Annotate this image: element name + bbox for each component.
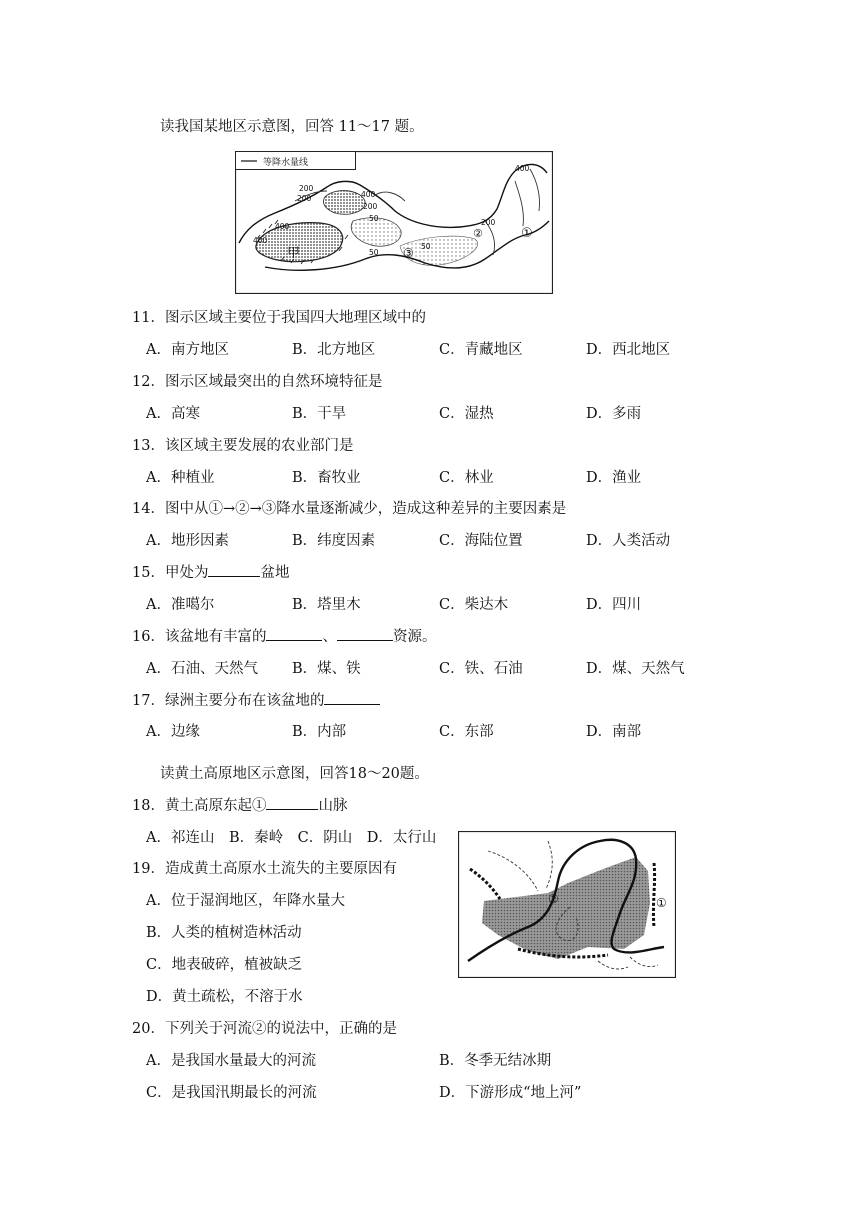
isohyet-label: 200 [297,194,312,203]
intro-text-1: 读我国某地区示意图，回答 11～17 题。 [160,119,424,135]
q16-stem-sep: 、 [322,629,337,645]
q12-option-c[interactable]: C．湿热 [439,406,494,422]
q13-option-b[interactable]: B．畜牧业 [292,470,361,486]
q18-blank[interactable] [266,795,318,810]
q20-option-c[interactable]: C．是我国汛期最长的河流 [146,1085,317,1101]
isohyet-label: 50 [421,242,431,251]
q19-option-b[interactable]: B．人类的植树造林活动 [146,925,302,941]
q16-stem-text: 16．该盆地有丰富的 [132,629,267,645]
q11-option-c[interactable]: C．青藏地区 [439,342,523,358]
q11-option-b[interactable]: B．北方地区 [292,342,376,358]
question-15-stem [132,561,289,582]
marker-1: ① [656,896,667,910]
q15-blank[interactable] [208,562,260,577]
marker-1: ① [521,226,533,241]
q17-option-b[interactable]: B．内部 [292,724,347,740]
question-12-stem: 12．图示区域最突出的自然环境特征是 [132,374,383,390]
q14-option-b[interactable]: B．纬度因素 [292,533,376,549]
q16-stem-tail: 资源。 [392,629,437,645]
question-14-stem: 14．图中从①→②→③降水量逐渐减少，造成这种差异的主要因素是 [132,501,567,517]
q16-blank-1[interactable] [266,626,322,641]
q18-stem-tail: 山脉 [318,798,348,814]
q13-option-d[interactable]: D．渔业 [586,470,642,486]
q14-option-d[interactable]: D．人类活动 [586,533,671,549]
q20-option-b[interactable]: B．冬季无结冰期 [439,1053,552,1069]
isohyet-label: 400 [253,236,268,245]
q18-stem-text: 18．黄土高原东起① [132,798,267,814]
isohyet-label: 200 [299,184,314,193]
question-13-stem: 13．该区域主要发展的农业部门是 [132,438,354,454]
q12-option-a[interactable]: A．高寒 [146,406,200,422]
marker-2: ② [473,227,483,240]
isohyet-label: 400 [515,164,530,173]
q17-option-a[interactable]: A．边缘 [146,724,200,740]
q13-option-c[interactable]: C．林业 [439,470,494,486]
isohyet-label: 50 [369,248,379,257]
q16-option-d[interactable]: D．煤、天然气 [586,661,685,677]
question-18-stem [132,794,347,815]
q16-option-c[interactable]: C．铁、石油 [439,661,523,677]
q20-option-d[interactable]: D．下游形成“地上河” [439,1085,582,1101]
q12-option-b[interactable]: B．干旱 [292,406,347,422]
question-19-stem: 19．造成黄土高原水土流失的主要原因有 [132,861,397,877]
q15-option-c[interactable]: C．柴达木 [439,597,509,613]
q15-option-a[interactable]: A．准噶尔 [146,597,215,613]
map-loess-plateau [458,831,676,978]
q17-option-c[interactable]: C．东部 [439,724,494,740]
q15-stem-tail: 盆地 [260,565,290,581]
isohyet-label: 400 [275,222,290,231]
question-16-stem [132,625,436,646]
place-label-jia: 甲 [287,246,301,261]
isohyet-label: 400 [361,190,376,199]
isohyet-label: 200 [481,218,496,227]
q12-option-d[interactable]: D．多雨 [586,406,642,422]
q19-option-d[interactable]: D．黄土疏松，不溶于水 [146,989,303,1005]
intro-text-2: 读黄土高原地区示意图，回答18～20题。 [160,766,429,782]
q15-option-d[interactable]: D．四川 [586,597,642,613]
q16-blank-2[interactable] [337,626,393,641]
q11-option-a[interactable]: A．南方地区 [146,342,229,358]
q19-option-c[interactable]: C．地表破碎，植被缺乏 [146,957,303,973]
q16-option-b[interactable]: B．煤、铁 [292,661,361,677]
q18-options[interactable]: A．祁连山 B．秦岭 C．阴山 D．太行山 [146,830,437,846]
q11-option-d[interactable]: D．西北地区 [586,342,671,358]
q17-blank[interactable] [324,690,380,705]
question-20-stem: 20．下列关于河流②的说法中，正确的是 [132,1021,397,1037]
q13-option-a[interactable]: A．种植业 [146,470,215,486]
q20-option-a[interactable]: A．是我国水量最大的河流 [146,1053,316,1069]
q15-stem-text: 15．甲处为 [132,565,209,581]
question-17-stem [132,689,380,710]
isohyet-label: 50 [369,214,379,223]
legend-isohyet-label: 等降水量线 [263,158,309,168]
q19-option-a[interactable]: A．位于湿润地区，年降水量大 [146,893,345,909]
isohyet-label: 200 [363,202,378,211]
q17-option-d[interactable]: D．南部 [586,724,642,740]
q16-option-a[interactable]: A．石油、天然气 [146,661,258,677]
q17-stem-text: 17．绿洲主要分布在该盆地的 [132,693,325,709]
map-arid-northwest [235,151,553,294]
marker-2: ② [548,892,559,906]
marker-3: ③ [403,246,414,260]
q14-option-c[interactable]: C．海陆位置 [439,533,523,549]
q14-option-a[interactable]: A．地形因素 [146,533,229,549]
q15-option-b[interactable]: B．塔里木 [292,597,361,613]
question-11-stem: 11．图示区域主要位于我国四大地理区域中的 [132,310,426,326]
